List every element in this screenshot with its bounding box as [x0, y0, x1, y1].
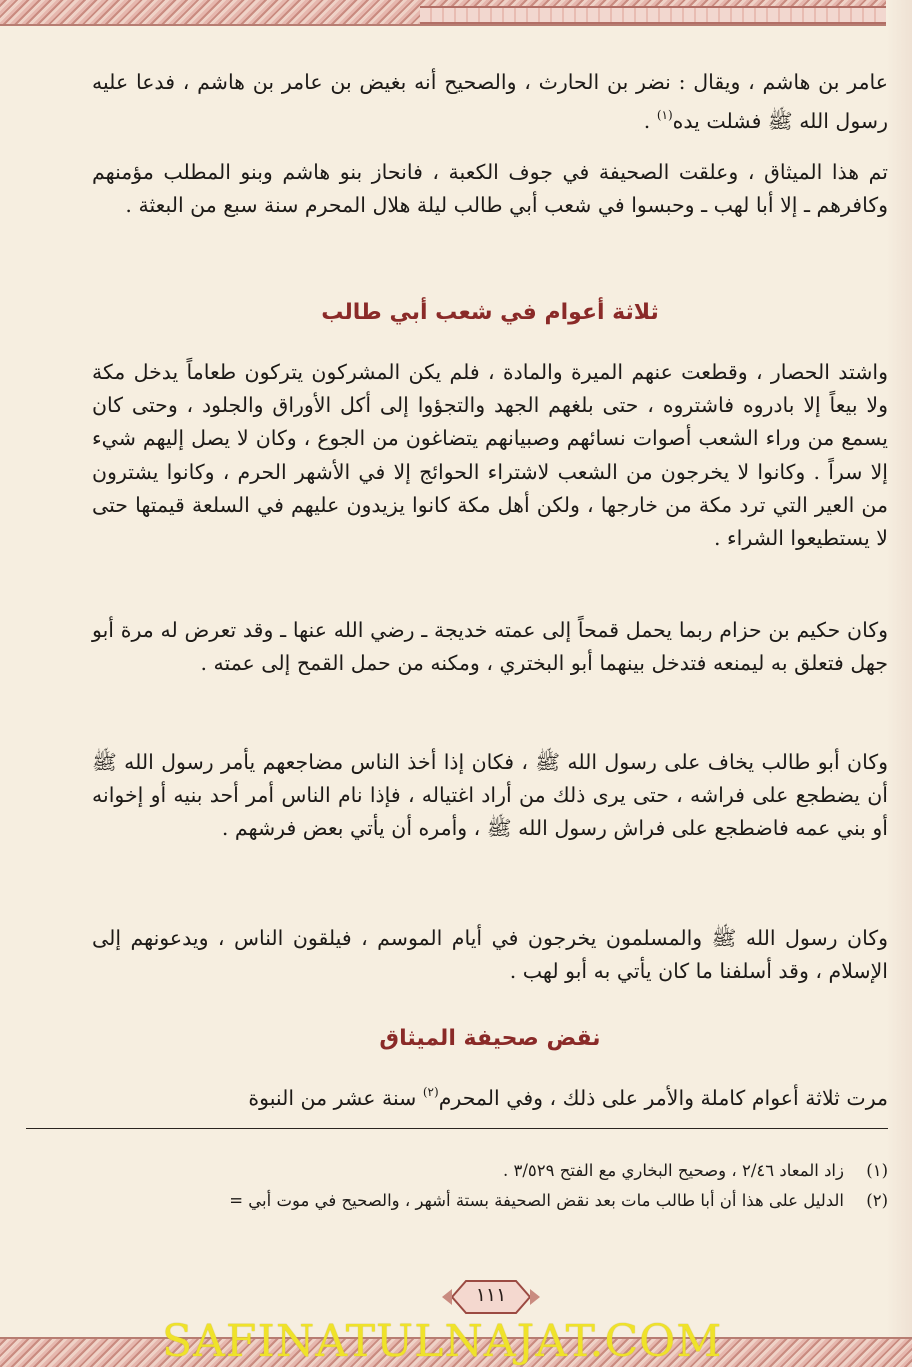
footnote-separator — [26, 1128, 888, 1129]
paragraph-1-end: . — [643, 109, 657, 134]
footnote-1-number: (١) — [866, 1161, 888, 1180]
paragraph-3: واشتد الحصار ، وقطعت عنهم الميرة والمادة ، فلم يكن المشركون يتركون طعاماً يدخل مكة ولا بيعاً إلا بادروه فاشتروه ، حتى بلغهم الجهد والتجؤوا إلى أكل الأوراق والجلود ، وحتى كان يسمع من وراء الشعب أصوات نسائهم وصبيانهم يتضاغون من الجوع ، وكان لا يصل إليهم شيء إلا سراً . وكانوا لا يخرجون من الشعب لاشتراء الحوائج إلا في الأشهر الحرم ، وكانوا يشترون من العير التي ترد مكة من خارجها ، ولكن أهل مكة كانوا يزيدون عليهم في السلعة قيمتها حتى لا يستطيعوا الشراء . — [92, 360, 888, 551]
paragraph-1-text: عامر بن هاشم ، ويقال : نضر بن الحارث ، والصحيح أنه بغيض بن عامر بن هاشم ، فدعا عليه رسول الله ﷺ فشلت يده — [92, 70, 888, 134]
footnote-2 — [40, 1186, 888, 1216]
section-heading-shib-abi-talib: ثلاثة أعوام في شعب أبي طالب — [321, 300, 659, 325]
footnotes — [40, 1156, 888, 1216]
top-border-band — [420, 6, 888, 24]
page-number: ١١١ — [475, 1284, 507, 1306]
paragraph-1 — [92, 66, 888, 138]
section-heading-naqd-sahifa: نقض صحيفة الميثاق — [379, 1026, 601, 1051]
paragraph-5: وكان أبو طالب يخاف على رسول الله ﷺ ، فكان إذا أخذ الناس مضاجعهم يأمر رسول الله ﷺ أن يضطجع على فراشه ، حتى يرى ذلك من أراد اغتياله ، فإذا نام الناس أمر أحد بنيه أو إخوانه أو بني عمه فاضطجع على فراش رسول الله ﷺ ، وأمره أن يأتي بعض فرشهم . — [92, 750, 888, 841]
footnote-2-number: (٢) — [866, 1191, 888, 1210]
paragraph-7 — [92, 1076, 888, 1115]
footnote-1-text: زاد المعاد ٢/٤٦ ، وصحيح البخاري مع الفتح ٣/٥٢٩ . — [503, 1161, 844, 1180]
footnote-2-text: الدليل على هذا أن أبا طالب مات بعد نقض الصحيفة بستة أشهر ، والصحيح في موت أبي = — [229, 1191, 844, 1210]
footnote-1 — [40, 1156, 888, 1186]
paragraph-4: وكان حكيم بن حزام ربما يحمل قمحاً إلى عمته خديجة ـ رضي الله عنها ـ وقد تعرض له مرة أبو جهل فتعلق به ليمنعه فتدخل بينهما أبو البختري ، ومكنه من حمل القمح إلى عمته . — [92, 618, 888, 676]
paragraph-2: تم هذا الميثاق ، وعلقت الصحيفة في جوف الكعبة ، فانحاز بنو هاشم وبنو المطلب مؤمنهم وكافرهم ـ إلا أبا لهب ـ وحبسوا في شعب أبي طالب ليلة هلال المحرم سنة سبع من البعثة . — [92, 160, 888, 218]
watermark: SAFINATULNAJAT.COM — [162, 1316, 723, 1367]
paragraph-6: وكان رسول الله ﷺ والمسلمون يخرجون في أيام الموسم ، فيلقون الناس ، ويدعونهم إلى الإسلام ، وقد أسلفنا ما كان يأتي به أبو لهب . — [92, 926, 888, 984]
top-decorative-border — [0, 0, 912, 26]
page-number-badge — [438, 1277, 544, 1317]
page-edge-shadow — [886, 0, 912, 1367]
footnote-ref-1[interactable]: (١) — [656, 108, 673, 123]
paragraph-7-start: مرت ثلاثة أعوام كاملة والأمر على ذلك ، وفي المحرم — [438, 1086, 888, 1110]
paragraph-7-end: سنة عشر من النبوة — [248, 1086, 423, 1110]
footnote-ref-2[interactable]: (٢) — [422, 1085, 439, 1099]
